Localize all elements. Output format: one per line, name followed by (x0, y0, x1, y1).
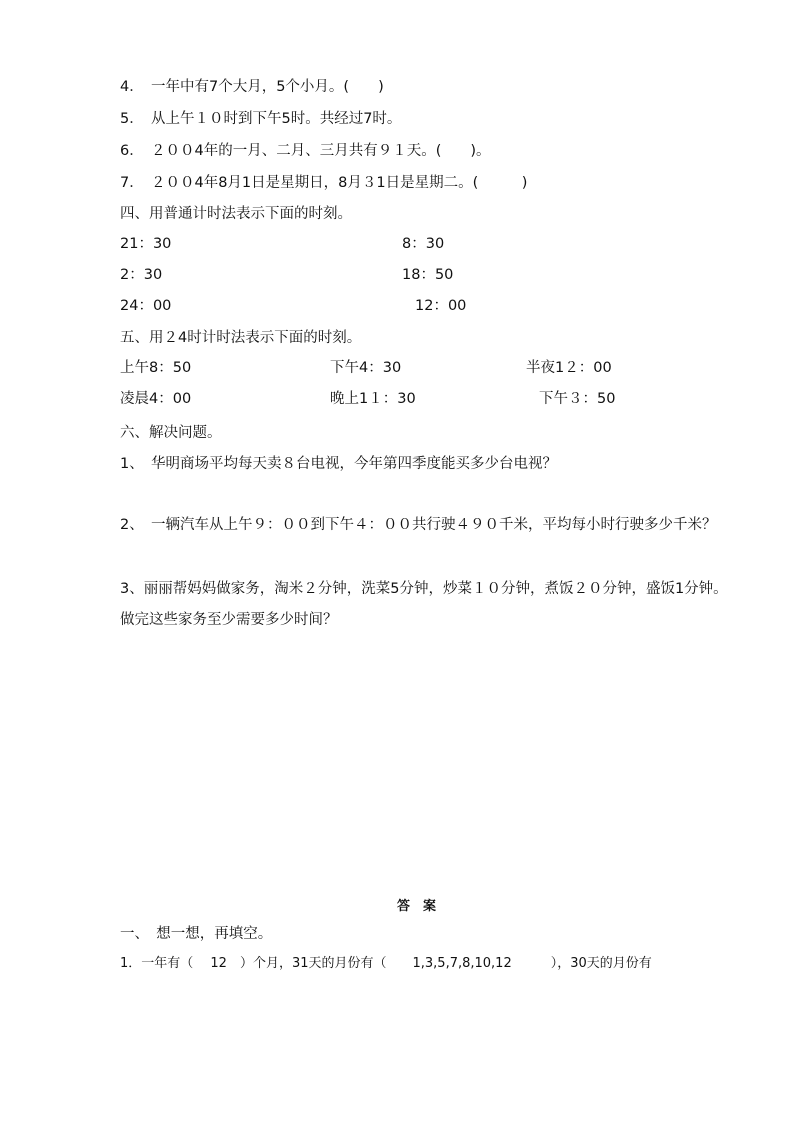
time-cell: 下午３：50 (539, 391, 616, 407)
problem-1: 1、 华明商场平均每天卖８台电视，今年第四季度能买多少台电视？ (120, 456, 557, 472)
section-4-title: 四、用普通计时法表示下面的时刻。 (120, 206, 352, 222)
section-5-title: 五、用２4时计时法表示下面的时刻。 (120, 330, 362, 346)
time-cell: 2：30 (120, 267, 163, 283)
section-6-title: 六、解决问题。 (120, 425, 222, 441)
time-cell: 半夜1２：00 (526, 360, 612, 376)
problem-2: 2、 一辆汽车从上午９：００到下午４：００共行驶４９０千米，平均每小时行驶多少千米？ (120, 517, 717, 533)
time-cell: 24：00 (120, 298, 172, 314)
judgement-item-7: 7． ２００4年8月1日是星期日，8月３1日是星期二。( ) (120, 175, 528, 191)
judgement-item-5: 5． 从上午１０时到下午5时。共经过7时。 (120, 111, 402, 127)
judgement-item-4: 4． 一年中有7个大月，5个小月。( ) (120, 79, 384, 95)
time-cell: 21：30 (120, 236, 172, 252)
answer-title: 答 案 (397, 899, 437, 914)
time-cell: 12：00 (415, 298, 467, 314)
time-cell: 下午4：30 (330, 360, 402, 376)
problem-3-line-1: 3、丽丽帮妈妈做家务，淘米２分钟，洗菜5分钟，炒菜１０分钟，煮饭２０分钟，盛饭1分钟。 (120, 581, 728, 597)
answer-line-1: 1．一年有（ 12 ）个月，31天的月份有（ 1,3,5,7,8,10,12 ），30天的月份有 (120, 956, 652, 971)
answer-section-1-title: 一、 想一想，再填空。 (120, 926, 273, 942)
time-cell: 8：30 (402, 236, 445, 252)
time-cell: 凌晨4：00 (120, 391, 192, 407)
time-cell: 18：50 (402, 267, 454, 283)
problem-3-line-2: 做完这些家务至少需要多少时间？ (120, 612, 338, 628)
time-cell: 晚上1１：30 (330, 391, 416, 407)
time-cell: 上午8：50 (120, 360, 192, 376)
judgement-item-6: 6． ２００4年的一月、二月、三月共有９１天。( )。 (120, 143, 491, 159)
